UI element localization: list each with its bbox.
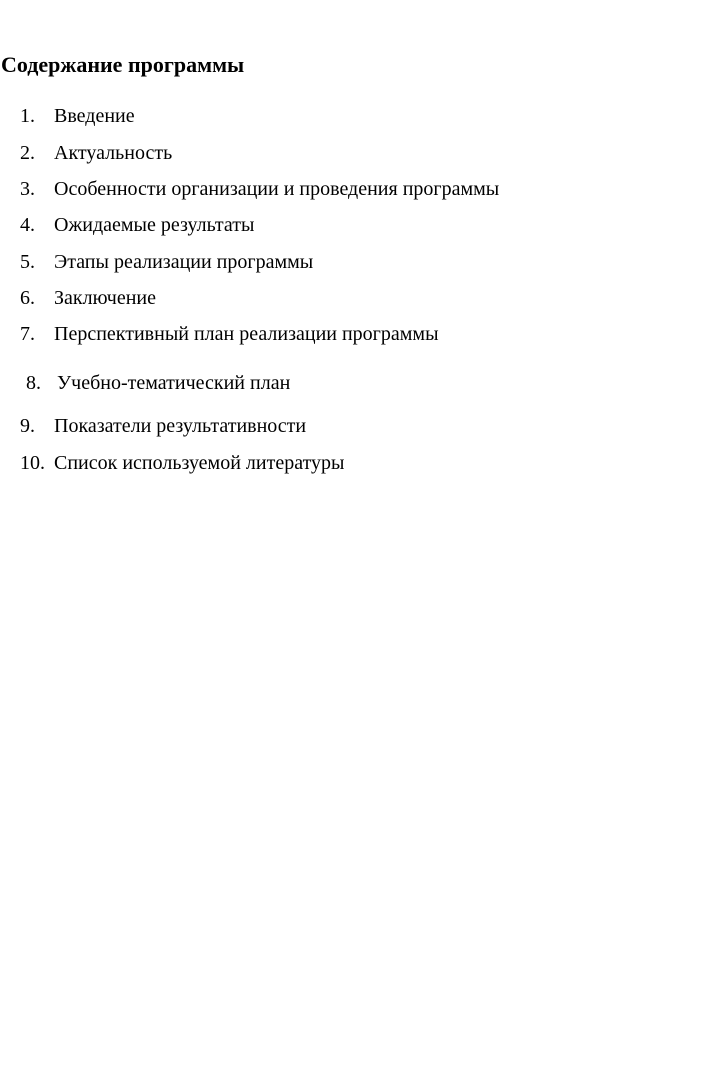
toc-item-number: 6.	[20, 287, 35, 309]
toc-item-number: 3.	[20, 178, 35, 200]
toc-item-number: 10.	[20, 452, 45, 474]
toc-item-label: Особенности организации и проведения программы	[54, 178, 500, 200]
toc-item-number: 4.	[20, 214, 35, 236]
toc-item-label: Учебно-тематический план	[57, 372, 291, 394]
toc-item-number: 8.	[26, 372, 41, 394]
toc-item-label: Список используемой литературы	[54, 452, 345, 474]
toc-item-number: 5.	[20, 251, 35, 273]
toc-item-label: Этапы реализации программы	[54, 251, 314, 273]
toc-item-label: Заключение	[54, 287, 156, 309]
toc-item-label: Ожидаемые результаты	[54, 214, 255, 236]
toc-item-number: 2.	[20, 142, 35, 164]
toc-item-label: Перспективный план реализации программы	[54, 323, 439, 345]
toc-item-label: Актуальность	[54, 142, 173, 164]
toc-item-label: Показатели результативности	[54, 415, 307, 437]
page-title: Содержание программы	[1, 52, 245, 77]
toc-item-number: 9.	[20, 415, 35, 437]
toc-item-label: Введение	[54, 105, 135, 127]
toc-item-number: 1.	[20, 105, 35, 127]
toc-item-number: 7.	[20, 323, 35, 345]
